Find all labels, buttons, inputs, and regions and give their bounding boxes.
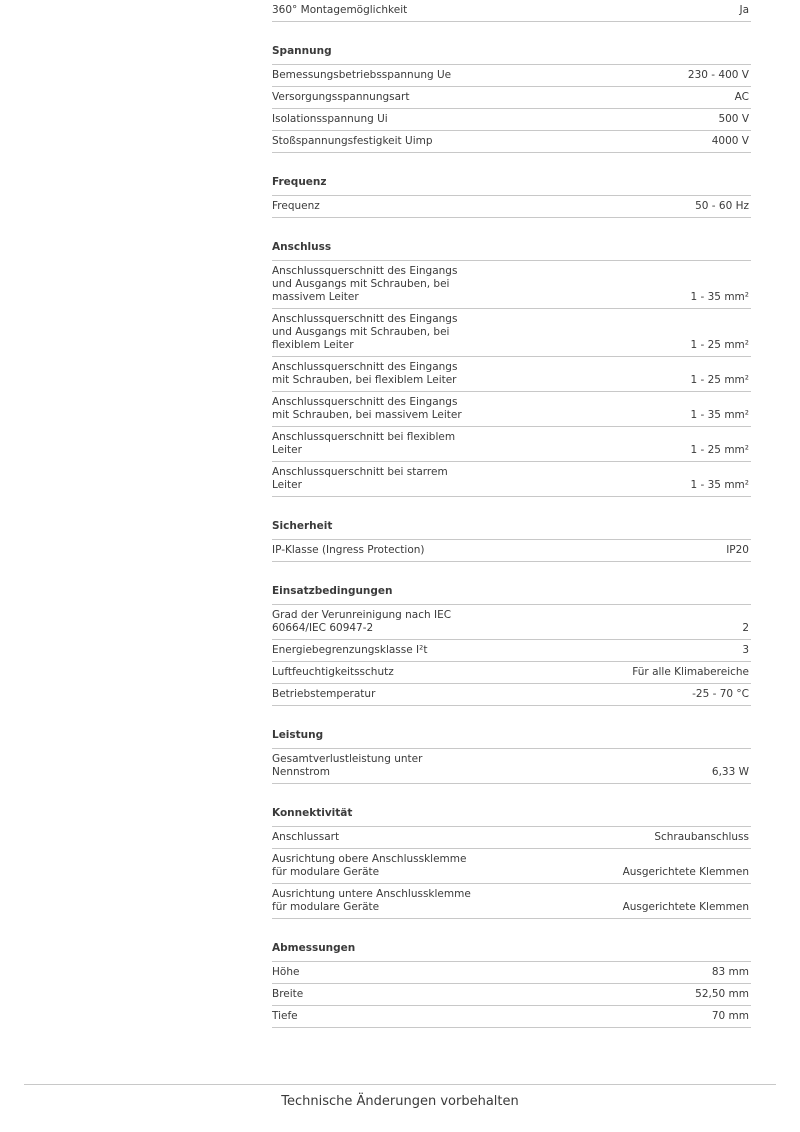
spec-value: 4000 V: [711, 135, 749, 147]
spec-value: 70 mm: [711, 1010, 749, 1022]
spec-label: Tiefe: [272, 1010, 298, 1022]
spec-row: [272, 195, 751, 218]
spec-label: Stoßspannungsfestigkeit Uimp: [272, 135, 433, 147]
spec-value: 1 - 35 mm²: [690, 291, 749, 303]
spec-value: 6,33 W: [711, 766, 749, 778]
spec-label: Versorgungsspannungsart: [272, 91, 410, 103]
spec-row: [272, 87, 751, 109]
spec-label: Anschlussart: [272, 831, 340, 843]
section-heading: Frequenz: [272, 176, 327, 188]
spec-label: Grad der Verunreinigung nach IEC 60664/IEC 60947-2: [272, 609, 452, 634]
spec-label: Anschlussquerschnitt des Eingangs und Ausgangs mit Schrauben, bei massivem Leiter: [272, 265, 458, 303]
spec-row: [272, 684, 751, 706]
spec-value: IP20: [726, 544, 749, 556]
spec-label: Betriebstemperatur: [272, 688, 376, 700]
spec-label: Isolationsspannung Ui: [272, 113, 388, 125]
spec-row: [272, 357, 751, 392]
spec-row: [272, 640, 751, 662]
spec-row: [272, 748, 751, 784]
spec-value: AC: [734, 91, 749, 103]
spec-value: 230 - 400 V: [687, 69, 749, 81]
spec-label: Frequenz: [272, 200, 320, 212]
spec-label: Anschlussquerschnitt des Eingangs mit Schrauben, bei massivem Leiter: [272, 396, 462, 421]
spec-value: Ja: [739, 4, 749, 16]
spec-value: 3: [742, 644, 749, 656]
spec-label: Breite: [272, 988, 304, 1000]
spec-label: Ausrichtung untere Anschlussklemme für modulare Geräte: [272, 888, 471, 913]
footer-divider: [24, 1084, 776, 1085]
spec-label: Luftfeuchtigkeitsschutz: [272, 666, 394, 678]
spec-row: [272, 109, 751, 131]
spec-value: 2: [742, 622, 749, 634]
spec-row: [272, 427, 751, 462]
spec-row: [272, 462, 751, 497]
spec-row: [272, 64, 751, 87]
spec-value: Ausgerichtete Klemmen: [622, 866, 749, 878]
spec-label: Ausrichtung obere Anschlussklemme für modulare Geräte: [272, 853, 467, 878]
spec-label: Anschlussquerschnitt bei starrem Leiter: [272, 466, 448, 491]
spec-row: [272, 826, 751, 849]
spec-row: [272, 539, 751, 562]
section-heading: Leistung: [272, 729, 324, 741]
spec-row: [272, 849, 751, 884]
section-heading: Anschluss: [272, 241, 332, 253]
spec-value: Für alle Klimabereiche: [632, 666, 749, 678]
spec-sheet: [272, 0, 751, 1028]
spec-label: Höhe: [272, 966, 300, 978]
spec-row: [272, 662, 751, 684]
spec-label: Anschlussquerschnitt des Eingangs mit Schrauben, bei flexiblem Leiter: [272, 361, 458, 386]
section-heading: Abmessungen: [272, 942, 356, 954]
section-heading: Einsatzbedingungen: [272, 585, 393, 597]
spec-value: 52,50 mm: [695, 988, 749, 1000]
section-heading: Spannung: [272, 45, 332, 57]
spec-row: [272, 984, 751, 1006]
footer-note: Technische Änderungen vorbehalten: [281, 1094, 519, 1109]
spec-label: Anschlussquerschnitt des Eingangs und Ausgangs mit Schrauben, bei flexiblem Leiter: [272, 313, 458, 351]
spec-value: 1 - 35 mm²: [690, 479, 749, 491]
spec-row: [272, 961, 751, 984]
spec-row: [272, 392, 751, 427]
spec-value: -25 - 70 °C: [692, 688, 749, 700]
spec-label: IP-Klasse (Ingress Protection): [272, 544, 425, 556]
spec-row: [272, 260, 751, 309]
spec-label: Energiebegrenzungsklasse I²t: [272, 644, 428, 656]
spec-row: [272, 131, 751, 153]
spec-value: Ausgerichtete Klemmen: [622, 901, 749, 913]
spec-row: [272, 884, 751, 919]
spec-label: Anschlussquerschnitt bei flexiblem Leiter: [272, 431, 456, 456]
spec-row: [272, 1006, 751, 1028]
spec-row: [272, 0, 751, 22]
spec-value: 1 - 25 mm²: [690, 444, 749, 456]
spec-label: Gesamtverlustleistung unter Nennstrom: [272, 753, 423, 778]
spec-value: 500 V: [718, 113, 749, 125]
spec-value: Schraubanschluss: [654, 831, 749, 843]
spec-value: 1 - 25 mm²: [690, 374, 749, 386]
spec-sections: [272, 45, 751, 1028]
spec-label: Bemessungsbetriebsspannung Ue: [272, 69, 452, 81]
section-heading: Konnektivität: [272, 807, 353, 819]
spec-value: 83 mm: [711, 966, 749, 978]
spec-value: 1 - 25 mm²: [690, 339, 749, 351]
section-heading: Sicherheit: [272, 520, 333, 532]
spec-value: 1 - 35 mm²: [690, 409, 749, 421]
spec-row: [272, 604, 751, 640]
spec-value: 50 - 60 Hz: [695, 200, 749, 212]
spec-row: [272, 309, 751, 357]
spec-label: 360° Montagemöglichkeit: [272, 4, 408, 16]
